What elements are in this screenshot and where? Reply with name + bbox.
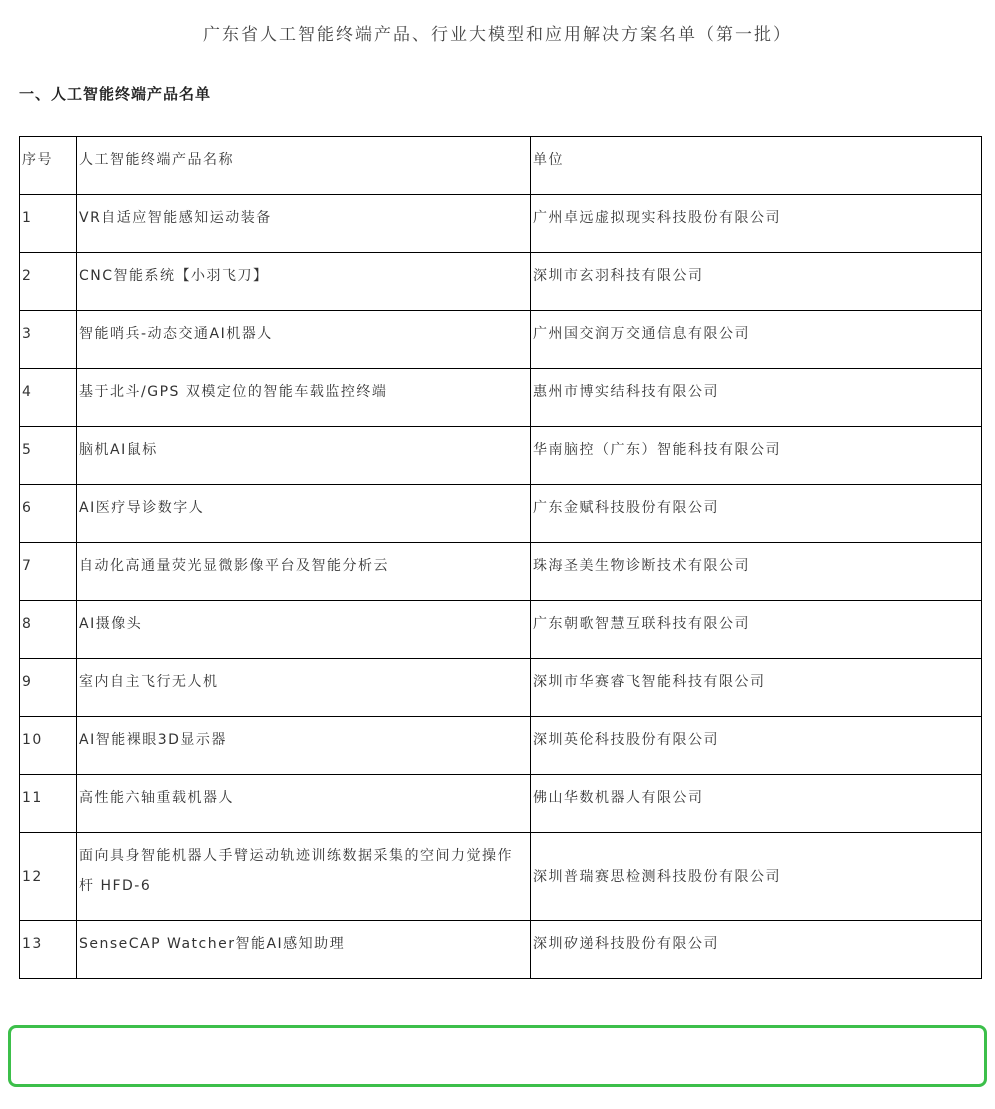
row-index: 3 <box>20 311 77 369</box>
row-product-name: AI摄像头 <box>77 601 531 659</box>
row-index: 1 <box>20 195 77 253</box>
row-organization: 深圳英伦科技股份有限公司 <box>531 717 982 775</box>
row-organization: 广东朝歌智慧互联科技有限公司 <box>531 601 982 659</box>
section-heading: 一、人工智能终端产品名单 <box>19 85 212 103</box>
row-product-name: VR自适应智能感知运动装备 <box>77 195 531 253</box>
row-index: 8 <box>20 601 77 659</box>
row-index: 10 <box>20 717 77 775</box>
row-organization: 广东金赋科技股份有限公司 <box>531 485 982 543</box>
table-row <box>20 195 982 253</box>
row-product-name: AI智能裸眼3D显示器 <box>77 717 531 775</box>
row-organization: 广州国交润万交通信息有限公司 <box>531 311 982 369</box>
row-product-name: 面向具身智能机器人手臂运动轨迹训练数据采集的空间力觉操作杆 HFD-6 <box>77 833 531 921</box>
row-organization: 惠州市博实结科技有限公司 <box>531 369 982 427</box>
row-product-name: 自动化高通量荧光显微影像平台及智能分析云 <box>77 543 531 601</box>
row-index: 2 <box>20 253 77 311</box>
row-product-name: SenseCAP Watcher智能AI感知助理 <box>77 921 531 979</box>
row-product-name: CNC智能系统【小羽飞刀】 <box>77 253 531 311</box>
row-product-name: 高性能六轴重载机器人 <box>77 775 531 833</box>
row-index: 13 <box>20 921 77 979</box>
table-row <box>20 369 982 427</box>
header-index: 序号 <box>20 137 77 195</box>
table-row <box>20 543 982 601</box>
table-row-highlighted <box>20 921 982 979</box>
row-index: 12 <box>20 833 77 921</box>
row-product-name: AI医疗导诊数字人 <box>77 485 531 543</box>
table-row <box>20 775 982 833</box>
table-row <box>20 717 982 775</box>
row-organization: 深圳普瑞赛思检测科技股份有限公司 <box>531 833 982 921</box>
row-index: 11 <box>20 775 77 833</box>
header-org: 单位 <box>531 137 982 195</box>
row-index: 9 <box>20 659 77 717</box>
row-index: 7 <box>20 543 77 601</box>
row-organization: 深圳市玄羽科技有限公司 <box>531 253 982 311</box>
product-table <box>19 136 982 979</box>
row-product-name: 脑机AI鼠标 <box>77 427 531 485</box>
row-index: 5 <box>20 427 77 485</box>
row-product-name: 基于北斗/GPS 双模定位的智能车载监控终端 <box>77 369 531 427</box>
table-row <box>20 833 982 921</box>
table-row <box>20 253 982 311</box>
table-row <box>20 601 982 659</box>
table-row <box>20 659 982 717</box>
row-index: 4 <box>20 369 77 427</box>
row-index: 6 <box>20 485 77 543</box>
row-organization: 深圳矽递科技股份有限公司 <box>531 921 982 979</box>
row-organization: 深圳市华赛睿飞智能科技有限公司 <box>531 659 982 717</box>
row-product-name: 智能哨兵-动态交通AI机器人 <box>77 311 531 369</box>
row-highlight-box <box>8 1025 987 1087</box>
row-organization: 佛山华数机器人有限公司 <box>531 775 982 833</box>
table-row <box>20 311 982 369</box>
document-title: 广东省人工智能终端产品、行业大模型和应用解决方案名单（第一批） <box>203 25 792 45</box>
row-organization: 华南脑控（广东）智能科技有限公司 <box>531 427 982 485</box>
table-row <box>20 427 982 485</box>
header-name: 人工智能终端产品名称 <box>77 137 531 195</box>
table-header-row <box>20 137 982 195</box>
row-organization: 珠海圣美生物诊断技术有限公司 <box>531 543 982 601</box>
table-row <box>20 485 982 543</box>
row-product-name: 室内自主飞行无人机 <box>77 659 531 717</box>
row-organization: 广州卓远虚拟现实科技股份有限公司 <box>531 195 982 253</box>
